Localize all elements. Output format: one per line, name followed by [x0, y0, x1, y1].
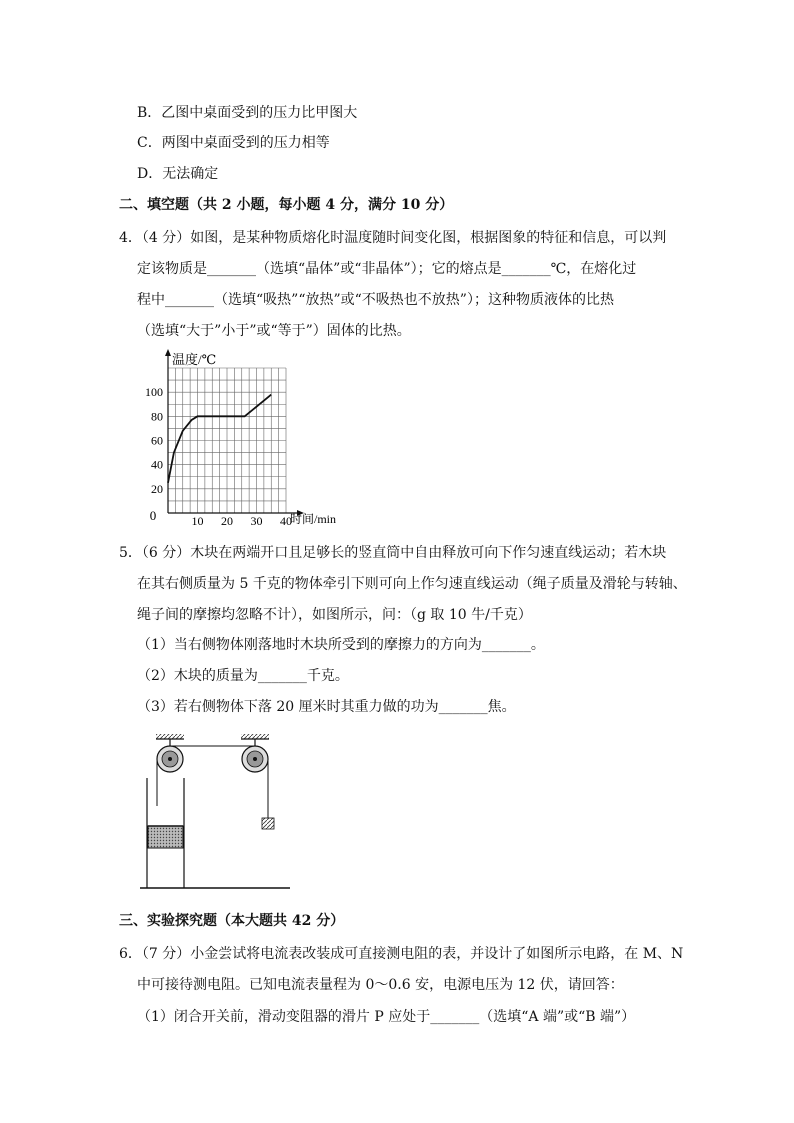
y-tick-label: 20 — [151, 481, 163, 496]
q4-line-3: 程中_______（选填“吸热”“放热”或“不吸热也不放热”）；这种物质液体的比热 — [137, 292, 614, 308]
q4-line-2: 定该物质是_______（选填“晶体”或“非晶体”）；它的熔点是_______℃，在熔化过 — [137, 261, 637, 277]
q5-line-3: 绳子间的摩擦均忽略不计），如图所示，问：（g 取 10 牛/千克） — [137, 607, 532, 623]
q4-line-1: 4．（4 分）如图，是某种物质熔化时温度随时间变化图，根据图象的特征和信息，可以判 — [119, 230, 667, 246]
q6-line-1: 6．（7 分）小金尝试将电流表改装成可直接测电阻的表，并设计了如图所示电路，在 M、N — [119, 946, 684, 962]
pulley-tube-diagram — [135, 728, 300, 898]
x-tick-label: 10 — [191, 514, 204, 528]
q5-sub-3: （3）若右侧物体下落 20 厘米时其重力做的功为_______焦。 — [137, 699, 516, 715]
q5-sub-1: （1）当右侧物体刚落地时木块所受到的摩擦力的方向为_______。 — [137, 637, 545, 653]
q5-sub-2: （2）木块的质量为_______千克。 — [137, 668, 349, 684]
melting-curve-chart — [140, 348, 350, 533]
chart-x-label: 时间/min — [290, 512, 337, 526]
hanging-weight — [262, 818, 274, 829]
y-tick-label: 40 — [151, 457, 163, 472]
y-tick-label: 80 — [151, 409, 163, 424]
chart-ticks — [145, 385, 292, 528]
q4-line-4: （选填“大于”小于”或“等于”）固体的比热。 — [137, 323, 411, 339]
pulley-left — [157, 746, 183, 772]
x-tick-label: 40 — [280, 514, 292, 528]
option-d: D．无法确定 — [137, 166, 219, 182]
q6-line-2: 中可接待测电阻。已知电流表量程为 0～0.6 安，电源电压为 12 伏，请回答： — [137, 977, 624, 993]
q5-line-2: 在其右侧质量为 5 千克的物体牵引下则可向上作匀速直线运动（绳子质量及滑轮与转轴、 — [137, 576, 687, 592]
wooden-block — [148, 826, 183, 848]
option-b: B．乙图中桌面受到的压力比甲图大 — [137, 105, 358, 121]
chart-y-label: 温度/℃ — [172, 352, 217, 367]
x-tick-label: 20 — [221, 514, 233, 528]
y-tick-label: 60 — [151, 433, 163, 448]
q5-line-1: 5．（6 分）木块在两端开口且足够长的竖直筒中自由释放可向下作匀速直线运动；若木块 — [119, 545, 667, 561]
y-axis-arrow — [165, 349, 171, 356]
section-heading-fill-in: 二、填空题（共 2 小题，每小题 4 分，满分 10 分） — [119, 197, 454, 213]
pulley-right — [242, 746, 268, 772]
chart-grid — [168, 368, 286, 513]
q6-sub-1: （1）闭合开关前，滑动变阻器的滑片 P 应处于_______（选填“A 端”或“B 端”） — [137, 1009, 636, 1025]
y-tick-label: 100 — [145, 385, 163, 400]
option-c: C．两图中桌面受到的压力相等 — [137, 135, 330, 151]
section-heading-experiment: 三、实验探究题（本大题共 42 分） — [119, 913, 345, 929]
chart-origin-label: 0 — [149, 508, 157, 523]
x-tick-label: 30 — [250, 514, 263, 528]
